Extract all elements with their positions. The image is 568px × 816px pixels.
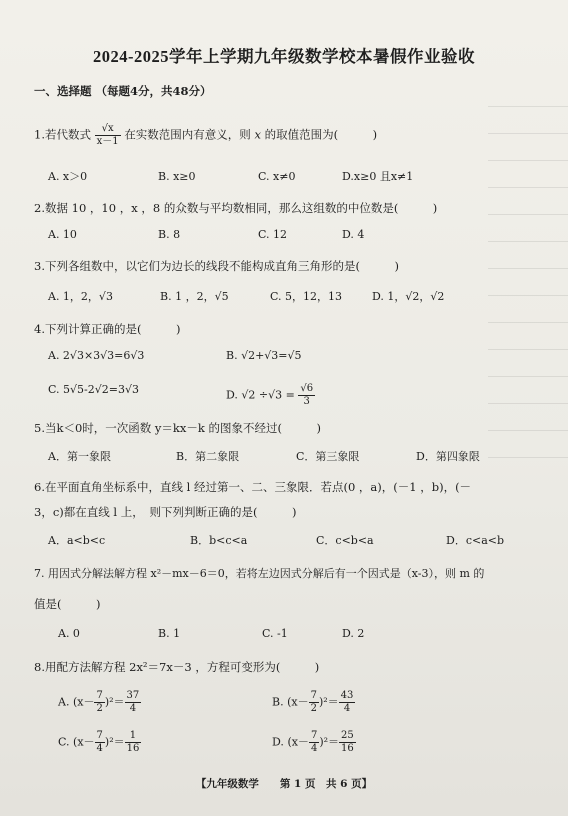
bleed-through-text <box>478 80 568 500</box>
q5-option-d: D．第四象限 <box>416 450 480 463</box>
q3-option-c: C. 5，12，13 <box>270 290 343 303</box>
q8-option-c: C. (x－ $\frac{7}{4}$ )²＝ $\frac{1}{16}$ <box>58 730 140 754</box>
page-footer: 【九年级数学 第 1 页 共 6 页】 <box>195 778 373 790</box>
q5-option-c: C．第三象限 <box>296 450 360 463</box>
question-1: 1.若代数式 $\frac{√x}{x-1}$ 在实数范围内有意义，则 x 的取值范围为( ) <box>34 123 378 147</box>
q8-option-b: B. (x－ $\frac{7}{2}$ )²＝ $\frac{43}{4}$ <box>272 690 354 714</box>
q4-option-b: B. √2+√3=√5 <box>226 349 302 362</box>
q3-option-d: D. 1，√2，√2 <box>372 290 445 303</box>
q7-option-c: C. -1 <box>262 627 288 640</box>
q8-option-d: D. (x－ $\frac{7}{4}$ )²＝ $\frac{25}{16}$ <box>272 730 354 754</box>
q2-option-c: C. 12 <box>258 228 288 241</box>
question-7-line-2: 值是( ) <box>34 597 101 611</box>
q1-option-d: D.x≥0 且x≠1 <box>342 170 414 183</box>
q1-option-a: A. x＞0 <box>48 170 88 183</box>
q3-option-b: B. 1 ，2，√5 <box>160 290 229 303</box>
q3-option-a: A. 1，2，√3 <box>48 290 113 303</box>
q5-option-a: A．第一象限 <box>48 450 111 463</box>
q1-option-c: C. x≠0 <box>258 170 296 183</box>
q7-option-a: A. 0 <box>58 627 80 640</box>
q7-option-d: D. 2 <box>342 627 365 640</box>
q2-option-d: D. 4 <box>342 228 365 241</box>
q4-option-a: A. 2√3×3√3=6√3 <box>48 349 145 362</box>
section-heading: 一、选择题 （每题4分，共48分） <box>34 84 212 98</box>
q4-option-d: D. √2 ÷√3 = $\frac{√6}{3}$ <box>226 383 314 407</box>
q8-option-a: A. (x－ $\frac{7}{2}$ )²＝ $\frac{37}{4}$ <box>58 690 140 714</box>
q6-option-b: B．b<c<a <box>190 534 248 547</box>
question-2: 2.数据 10 ，10 ，x ，8 的众数与平均数相同，那么这组数的中位数是( ) <box>34 201 438 215</box>
q5-option-b: B．第二象限 <box>176 450 240 463</box>
question-5: 5.当k＜0时，一次函数 y＝kx－k 的图象不经过( ) <box>34 421 321 435</box>
question-6-line-1: 6.在平面直角坐标系中，直线 l 经过第一、二、三象限．若点(0 ，a)，(－1 ，b)，(－ <box>34 480 472 494</box>
q1-fraction: $\frac{√x}{x-1}$ <box>96 123 119 147</box>
q6-option-c: C．c<b<a <box>316 534 374 547</box>
question-3: 3.下列各组数中，以它们为边长的线段不能构成直角三角形的是( ) <box>34 259 399 273</box>
question-7-line-1: 7. 用因式分解法解方程 x²－mx－6＝0，若将左边因式分解后有一个因式是（x-3），则 m 的 <box>34 567 485 580</box>
q7-option-b: B. 1 <box>158 627 181 640</box>
question-4: 4.下列计算正确的是( ) <box>34 322 181 336</box>
q2-option-b: B. 8 <box>158 228 181 241</box>
question-6-line-2: 3，c)都在直线 l 上， 则下列判断正确的是( ) <box>34 505 297 519</box>
question-8: 8.用配方法解方程 2x²＝7x－3 ，方程可变形为( ) <box>34 660 320 674</box>
q2-option-a: A. 10 <box>48 228 77 241</box>
q1-option-b: B. x≥0 <box>158 170 196 183</box>
exam-title: 2024-2025学年上学期九年级数学校本暑假作业验收 <box>93 47 475 66</box>
q4-option-c: C. 5√5-2√2=3√3 <box>48 383 139 396</box>
q6-option-a: A．a<b<c <box>48 534 106 547</box>
q6-option-d: D．c<a<b <box>446 534 505 547</box>
